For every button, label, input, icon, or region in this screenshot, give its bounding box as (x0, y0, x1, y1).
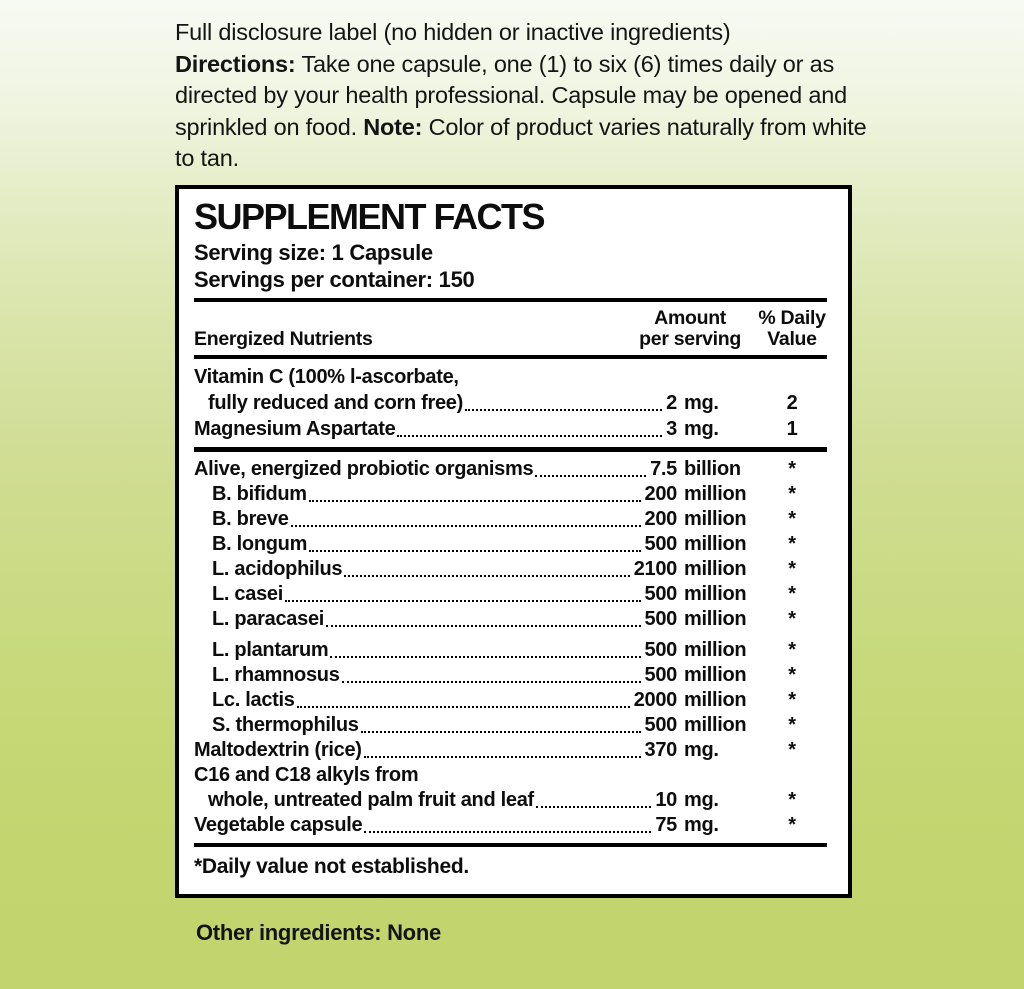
daily-value: * (788, 814, 796, 836)
column-nutrients: Energized Nutrients (194, 328, 373, 350)
amount-number: 500 (644, 533, 677, 555)
amount-number: 500 (644, 664, 677, 686)
supplement-facts-panel (175, 185, 852, 898)
amount-unit: mg. (684, 789, 719, 811)
directions-text: Directions: Take one capsule, one (1) to six (6) times daily or as directed by your health professional. Capsule may be opened and sprinkled on food. Note: Color of product varies naturally from white to tan. (175, 50, 867, 172)
daily-value: 2 (786, 392, 798, 414)
dot-leader (397, 416, 662, 437)
full-disclosure-line: Full disclosure label (no hidden or inactive ingredients) (175, 19, 731, 45)
daily-value: * (788, 789, 796, 811)
daily-value: * (788, 689, 796, 711)
dot-leader (364, 813, 651, 833)
daily-value: 1 (786, 418, 798, 440)
nutrient-row: Alive, energized probiotic organisms 7.5 billion * (194, 457, 827, 482)
nutrient-row: Vegetable capsule 75 mg. * (194, 813, 827, 838)
nutrient-row-continued: fully reduced and corn free) 2 mg. 2 (194, 390, 827, 416)
nutrient-row: Vitamin C (100% l-ascorbate, (194, 366, 459, 388)
amount-unit: mg. (684, 392, 719, 414)
daily-value: * (788, 639, 796, 661)
vitamins-section (194, 359, 827, 447)
serving-size: Serving size: 1 Capsule (194, 240, 433, 265)
amount-unit: million (684, 533, 747, 555)
probiotics-section (194, 452, 827, 843)
nutrient-row: L. casei 500 million * (194, 582, 827, 607)
nutrient-row: B. breve 200 million * (194, 507, 827, 532)
daily-value: * (788, 714, 796, 736)
panel-title: SUPPLEMENT FACTS (194, 196, 545, 237)
amount-unit: million (684, 558, 747, 580)
amount-number: 2 (666, 392, 677, 414)
intro-paragraph (175, 17, 869, 175)
amount-unit: million (684, 583, 747, 605)
nutrient-row: B. bifidum 200 million * (194, 482, 827, 507)
amount-unit: million (684, 639, 747, 661)
daily-value: * (788, 533, 796, 555)
amount-unit: mg. (684, 814, 719, 836)
nutrient-row: L. rhamnosus 500 million * (194, 663, 827, 688)
nutrient-row: B. longum 500 million * (194, 532, 827, 557)
amount-number: 500 (644, 714, 677, 736)
dot-leader (309, 482, 641, 502)
dot-leader (344, 557, 629, 577)
nutrient-row: C16 and C18 alkyls from (194, 764, 419, 786)
daily-value: * (788, 739, 796, 761)
amount-unit: million (684, 664, 747, 686)
amount-number: 370 (644, 739, 677, 761)
daily-value: * (788, 558, 796, 580)
daily-value: * (788, 483, 796, 505)
daily-value: * (788, 508, 796, 530)
dot-leader (342, 663, 641, 683)
amount-number: 7.5 (650, 458, 677, 480)
amount-unit: mg. (684, 418, 719, 440)
nutrient-row: S. thermophilus 500 million * (194, 713, 827, 738)
dot-leader (535, 457, 646, 477)
amount-unit: million (684, 714, 747, 736)
amount-unit: million (684, 483, 747, 505)
amount-number: 500 (644, 608, 677, 630)
amount-unit: billion (684, 458, 741, 480)
daily-value: * (788, 458, 796, 480)
nutrient-row: L. plantarum 500 million * (194, 638, 827, 663)
dot-leader (309, 532, 640, 552)
daily-value: * (788, 664, 796, 686)
amount-number: 10 (655, 789, 677, 811)
directions-label: Directions: (175, 50, 296, 77)
amount-unit: mg. (684, 739, 719, 761)
amount-number: 200 (644, 508, 677, 530)
dot-leader (285, 582, 641, 602)
table-header (194, 302, 827, 355)
nutrient-row: Maltodextrin (rice) 370 mg. * (194, 738, 827, 763)
dot-leader (536, 788, 651, 808)
amount-unit: million (684, 508, 747, 530)
daily-value: * (788, 583, 796, 605)
column-amount: Amount per serving (639, 307, 741, 350)
nutrient-row: Lc. lactis 2000 million * (194, 688, 827, 713)
servings-per-container: Servings per container: 150 (194, 267, 475, 292)
dot-leader (326, 607, 640, 627)
nutrient-row: L. paracasei 500 million * (194, 607, 827, 632)
dot-leader (291, 507, 641, 527)
daily-value: * (788, 608, 796, 630)
dot-leader (330, 638, 640, 658)
amount-number: 200 (644, 483, 677, 505)
nutrient-row: L. acidophilus 2100 million * (194, 557, 827, 582)
column-daily-value: % Daily Value (758, 307, 826, 350)
nutrient-row-continued: whole, untreated palm fruit and leaf 10 mg. * (194, 788, 827, 813)
amount-number: 2000 (633, 689, 677, 711)
dot-leader (361, 713, 641, 733)
amount-number: 75 (655, 814, 677, 836)
other-ingredients: Other ingredients: None (196, 920, 441, 945)
nutrient-row: Magnesium Aspartate 3 mg. 1 (194, 416, 827, 442)
dot-leader (465, 390, 662, 411)
amount-number: 2100 (633, 558, 677, 580)
amount-number: 3 (666, 418, 677, 440)
amount-unit: million (684, 689, 747, 711)
footnote: *Daily value not established. (194, 855, 469, 878)
dot-leader (297, 688, 630, 708)
note-label: Note: (363, 113, 423, 140)
amount-number: 500 (644, 583, 677, 605)
amount-number: 500 (644, 639, 677, 661)
dot-leader (364, 738, 641, 758)
amount-unit: million (684, 608, 747, 630)
